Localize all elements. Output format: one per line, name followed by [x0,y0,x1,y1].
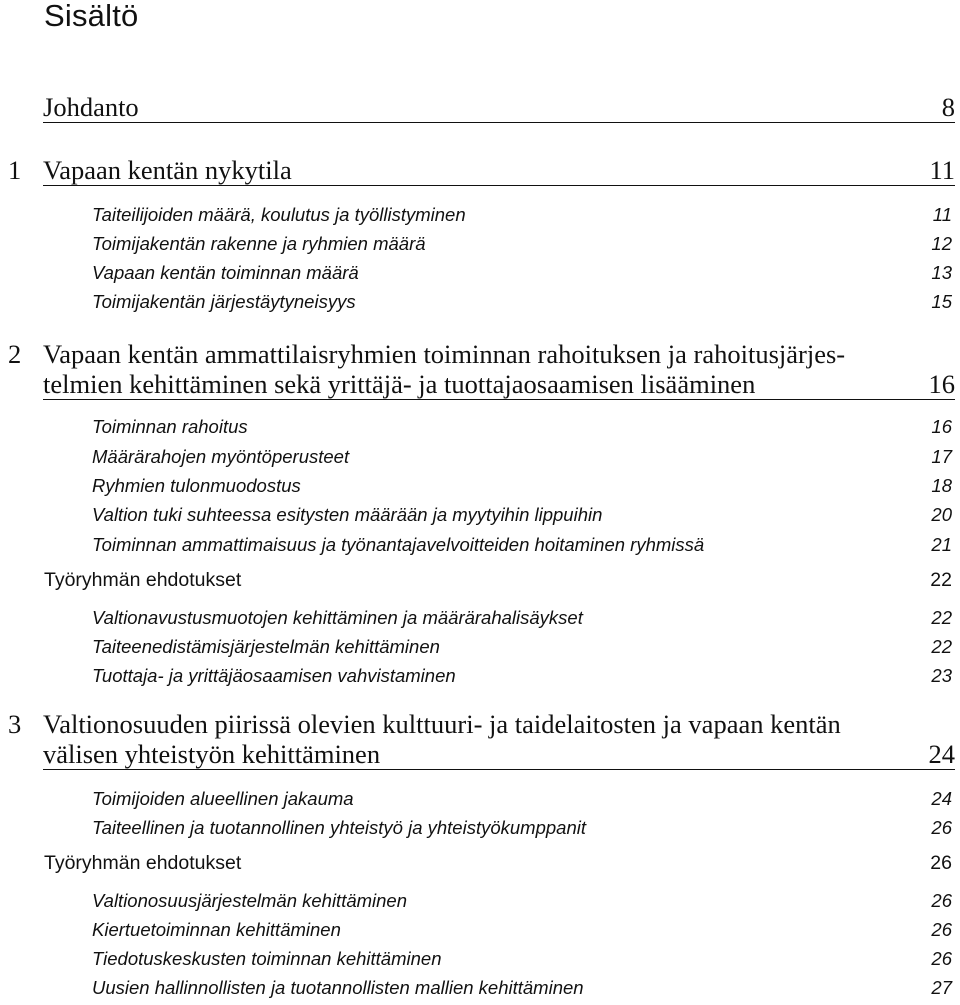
toc-group-proposals[interactable] [44,569,952,592]
toc-entry-page: 16 [931,416,952,437]
toc-entry-label: Toimijakentän järjestäytyneisyys [92,291,356,312]
toc-entry-page: 26 [931,817,952,838]
toc-entry[interactable] [92,291,952,313]
chapter-number: 2 [8,339,22,369]
toc-entry[interactable] [92,636,952,658]
toc-entry-label: Toimijakentän rakenne ja ryhmien määrä [92,233,426,254]
page-title: Sisältö [44,0,139,33]
toc-entry-label: Valtionosuusjärjestelmän kehittäminen [92,890,408,911]
chapter-title-line-2: välisen yhteistyön kehittäminen [43,739,381,769]
toc-entry[interactable] [92,607,952,629]
toc-entry[interactable] [92,788,952,810]
toc-entry-label: Valtionavustusmuotojen kehittäminen ja määrärahalisäykset [92,607,583,628]
toc-entry[interactable] [92,446,952,468]
toc-entry-page: 21 [931,534,952,555]
toc-entry[interactable] [92,534,952,556]
toc-entry[interactable] [92,416,952,438]
chapter-title-line-2: telmien kehittäminen sekä yrittäjä- ja tuottajaosaamisen lisääminen [43,369,756,399]
toc-group-page: 22 [930,569,952,591]
toc-entry-page: 23 [931,665,952,686]
toc-entry-label: Valtion tuki suhteessa esitysten määrään ja myytyihin lippuihin [92,504,603,525]
toc-group-label: Työryhmän ehdotukset [44,569,242,591]
chapter-title-line-1: Vapaan kentän ammattilaisryhmien toiminnan rahoituksen ja rahoitusjärjes- [43,339,846,369]
chapter-title: Vapaan kentän nykytila [43,155,292,185]
toc-entry-label: Toimijoiden alueellinen jakauma [92,788,354,809]
toc-entry[interactable] [92,475,952,497]
toc-entry[interactable] [92,233,952,255]
toc-entry-label: Ryhmien tulonmuodostus [92,475,301,496]
toc-entry-label: Taiteellinen ja tuotannollinen yhteistyö ja yhteistyökumppanit [92,817,586,838]
toc-entry-label: Uusien hallinnollisten ja tuotannollisten mallien kehittäminen [92,977,584,998]
toc-intro-label: Johdanto [43,92,139,122]
toc-entry[interactable] [92,204,952,226]
toc-intro-page: 8 [941,92,955,122]
toc-entry-page: 22 [931,636,952,657]
toc-group-proposals[interactable] [44,852,952,875]
toc-entry-page: 11 [932,204,952,225]
toc-entry-label: Tiedotuskeskusten toiminnan kehittäminen [92,948,442,969]
toc-entry-page: 12 [931,233,952,254]
toc-entry-page: 26 [931,919,952,940]
chapter-number: 3 [8,709,22,739]
toc-entry-label: Vapaan kentän toiminnan määrä [92,262,359,283]
toc-entry-label: Tuottaja- ja yrittäjäosaamisen vahvistaminen [92,665,456,686]
toc-entry-label: Toiminnan rahoitus [92,416,248,437]
toc-entry-page: 13 [931,262,952,283]
toc-entry-label: Toiminnan ammattimaisuus ja työnantajavelvoitteiden hoitaminen ryhmissä [92,534,705,555]
toc-entry-page: 24 [931,788,952,809]
toc-entry-page: 20 [931,504,952,525]
toc-entry[interactable] [92,817,952,839]
toc-entry-page: 18 [931,475,952,496]
chapter-title-line-1: Valtionosuuden piirissä olevien kulttuuri- ja taidelaitosten ja vapaan kentän [43,709,841,739]
toc-entry[interactable] [92,890,952,912]
toc-entry[interactable] [92,948,952,970]
chapter-page: 16 [928,369,955,399]
chapter-number: 1 [8,155,22,185]
chapter-page: 11 [929,155,955,185]
toc-entry[interactable] [92,262,952,284]
toc-entry-page: 17 [931,446,952,467]
toc-entry[interactable] [92,977,952,999]
toc-entry-label: Taiteenedistämisjärjestelmän kehittäminen [92,636,440,657]
chapter-page: 24 [928,739,955,769]
toc-entry[interactable] [92,504,952,526]
toc-entry-page: 26 [931,890,952,911]
toc-entry[interactable] [92,919,952,941]
toc-entry-page: 27 [931,977,952,998]
toc-entry-label: Kiertuetoiminnan kehittäminen [92,919,341,940]
toc-entry-label: Määrärahojen myöntöperusteet [92,446,350,467]
toc-entry-label: Taiteilijoiden määrä, koulutus ja työllistyminen [92,204,466,225]
toc-entry-page: 26 [931,948,952,969]
toc-group-label: Työryhmän ehdotukset [44,852,242,874]
toc-entry-page: 15 [931,291,952,312]
toc-entry[interactable] [92,665,952,687]
toc-entry-page: 22 [931,607,952,628]
toc-group-page: 26 [930,852,952,874]
